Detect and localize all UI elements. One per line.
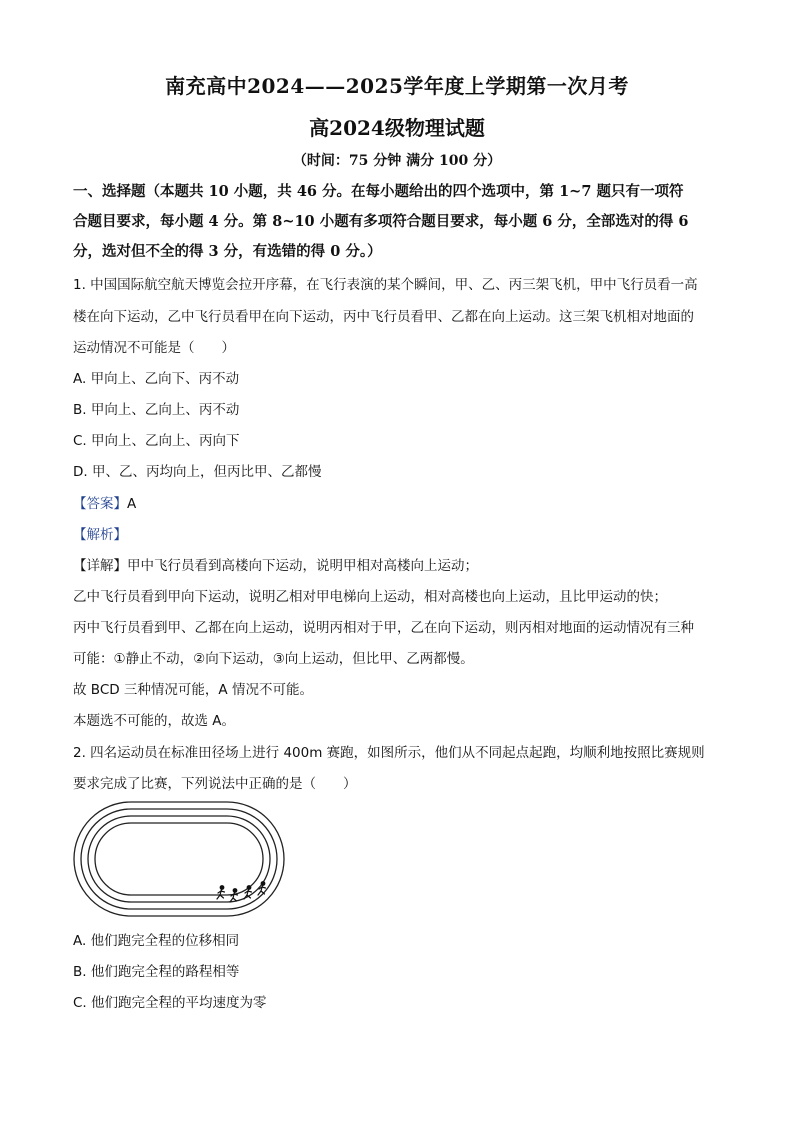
track-lane-inner — [95, 823, 263, 895]
q1-detail-line-3: 丙中飞行员看到甲、乙都在向上运动，说明丙相对于甲，乙在向下运动，则丙相对地面的运动情况有三种 — [73, 620, 694, 636]
q1-stem-line-2: 楼在向下运动，乙中飞行员看甲在向下运动，丙中飞行员看甲、乙都在向上运动。这三架飞机相对地面的 — [73, 309, 694, 325]
q1-detail-line-6: 本题选不可能的，故选 A。 — [73, 713, 236, 729]
track-lane-outer — [74, 802, 284, 916]
page-subtitle: 高2024级物理试题 — [309, 116, 485, 140]
q1-option-c: C. 甲向上、乙向上、丙向下 — [73, 433, 240, 449]
q1-detail-line-5: 故 BCD 三种情况可能，A 情况不可能。 — [73, 682, 313, 698]
runner-icon — [230, 889, 238, 902]
detail-text: 甲中飞行员看到高楼向下运动，说明甲相对高楼向上运动； — [127, 558, 478, 574]
q1-stem-line-3: 运动情况不可能是（ ） — [73, 340, 235, 356]
time-info: （时间：75 分钟 满分 100 分） — [292, 153, 502, 169]
detail-tag: 【详解】 — [73, 558, 127, 574]
q2-stem-line-2: 要求完成了比赛，下列说法中正确的是（ ） — [73, 776, 357, 792]
q1-detail-line-2: 乙中飞行员看到甲向下运动，说明乙相对甲电梯向上运动，相对高楼也向上运动，且比甲运动的快； — [73, 589, 667, 605]
track-lane-3 — [88, 816, 270, 902]
q2-option-b: B. 他们跑完全程的路程相等 — [73, 964, 240, 980]
q2-option-a: A. 他们跑完全程的位移相同 — [73, 933, 240, 949]
q1-option-d: D. 甲、乙、丙均向上，但丙比甲、乙都慢 — [73, 464, 322, 480]
section-heading-line-1: 一、选择题（本题共 10 小题，共 46 分。在每小题给出的四个选项中，第 1~7 题只有一项符 — [73, 183, 684, 200]
answer-tag: 【答案】 — [73, 496, 127, 512]
q2-stem-line-1: 2. 四名运动员在标准田径场上进行 400m 赛跑，如图所示，他们从不同起点起跑，均顺利地按照比赛规则 — [73, 745, 705, 761]
section-heading-line-3: 分，选对但不全的得 3 分，有选错的得 0 分。） — [73, 243, 382, 260]
q1-option-a: A. 甲向上、乙向下、丙不动 — [73, 371, 240, 387]
analysis-tag: 【解析】 — [73, 527, 127, 543]
q1-detail-line-4: 可能：①静止不动，②向下运动，③向上运动，但比甲、乙两都慢。 — [73, 651, 474, 667]
section-heading-line-2: 合题目要求，每小题 4 分。第 8~10 小题有多项符合题目要求，每小题 6 分，全部选对的得 6 — [73, 213, 689, 230]
runner-icon — [217, 886, 225, 899]
q2-option-c: C. 他们跑完全程的平均速度为零 — [73, 995, 267, 1011]
q1-option-b: B. 甲向上、乙向上、丙不动 — [73, 402, 240, 418]
answer-value: A — [127, 496, 137, 512]
q1-answer — [73, 494, 733, 514]
q1-stem-line-1: 1. 中国国际航空航天博览会拉开序幕，在飞行表演的某个瞬间，甲、乙、丙三架飞机，甲中飞行员看一高 — [73, 277, 698, 293]
running-track-icon — [72, 800, 288, 920]
page-title: 南充高中2024——2025学年度上学期第一次月考 — [165, 74, 629, 98]
q1-detail-line-1 — [73, 556, 733, 576]
